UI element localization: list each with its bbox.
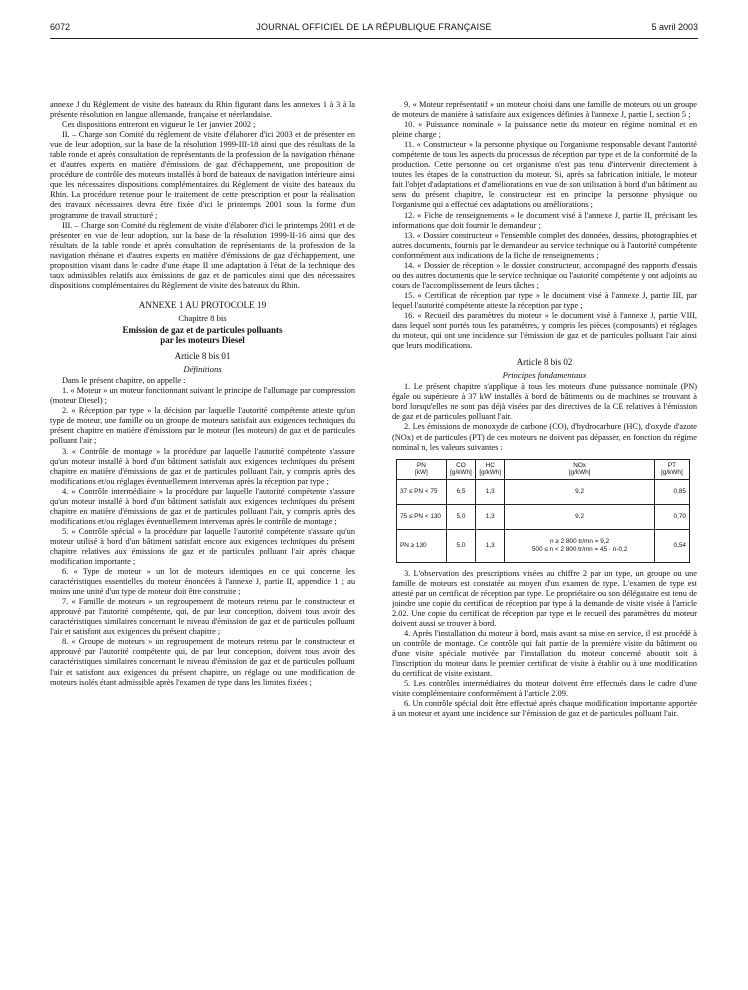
page-number: 6072 xyxy=(50,22,71,32)
definition-item: 1. « Moteur » un moteur fonctionnant suivant le principe de l'allumage par compression (moteur Diesel) ; xyxy=(50,386,355,406)
table-row xyxy=(397,504,690,529)
definition-item: 5. « Contrôle spécial » la procédure par laquelle l'autorité compétente s'assure qu'un moteur utilisé à bord d'un bâtiment satisfait encore aux exigences techniques du présent chapitre relatives aux émissions de gaz et de particules polluant l'air après chaque modification importante ; xyxy=(50,526,355,567)
chapter-heading: Chapitre 8 bis xyxy=(178,312,227,323)
table-cell: 0,54 xyxy=(654,529,689,562)
definition-item: 9. « Moteur représentatif » un moteur choisi dans une famille de moteurs ou un groupe de moteurs de manière à satisfaire aux exigences définies à l'annexe J, partie I, section 5 ; xyxy=(392,100,697,120)
annex-heading: ANNEXE 1 AU PROTOCOLE 19 xyxy=(138,299,267,310)
paragraph: annexe J du Règlement de visite des bateaux du Rhin figurant dans les annexes 1 à 3 à la présente résolution en langue allemande, française et néerlandaise. xyxy=(50,100,355,120)
paragraph: 6. Un contrôle spécial doit être effectué après chaque modification importante apportée à un moteur et ayant une incidence sur l'émission de gaz et de particules polluant l'air. xyxy=(392,699,697,719)
definition-item: 4. « Contrôle intermédiaire » la procédure par laquelle l'autorité compétente s'assure qu'un moteur installé à bord d'un bâtiment satisfait aux exigences techniques du présent chapitre en matière d'émissions de gaz et de particules polluant l'air, y compris après des modifications et/ou réglages éventuellement intervenus après le contrôle de montage ; xyxy=(50,486,355,526)
article-heading: Article 8 bis 01 xyxy=(174,351,231,362)
column-header: HC [g/kWh] xyxy=(476,459,505,479)
definition-item: 3. « Contrôle de montage » la procédure par laquelle l'autorité compétente s'assure qu'un moteur installé à bord d'un bâtiment satisfait aux exigences techniques du présent chapitre en matière d'émissions de gaz et de particules polluant l'air, y compris après des modifications et/ou réglages éventuellement intervenus après la réception par type ; xyxy=(50,446,355,486)
nox-formula: n ≥ 2 800 tr/mn = 9,2 xyxy=(550,538,610,546)
definition-item: 6. « Type de moteur » un lot de moteurs identiques en ce qui concerne les caractéristiques essentielles du moteur énoncées à l'annexe J, partie II, appendice 1 ; au moins une unité d'un type de moteur doit être construite ; xyxy=(50,567,355,597)
definition-item: 11. « Constructeur » la personne physique ou l'organisme responsable devant l'autorité compétente de tous les aspects du processus de réception par type et de la conformité de la production. Cette personne ou cet organisme n'est pas tenu d'intervenir directement à toutes les étapes de la construction du moteur. Si, après sa fabrication initiale, le moteur fait l'objet d'adaptations et d'améliorations en vue de son utilisation à bord d'un bâtiment au sens du présent chapitre, le constructeur est en principe la personne physique ou l'organisme qui a effectué ces adaptations ou améliorations ; xyxy=(392,140,697,210)
page-header xyxy=(50,22,698,36)
paragraph: 2. Les émissions de monoxyde de carbone (CO), d'hydrocarbure (HC), d'oxyde d'azote (NOx) et de particules (PT) de ces moteurs ne doivent pas dépasser, en fonction du régime nominal n, les valeurs suivantes : xyxy=(392,422,697,452)
publication-date: 5 avril 2003 xyxy=(651,22,698,32)
journal-title: JOURNAL OFFICIEL DE LA RÉPUBLIQUE FRANÇAISE xyxy=(256,22,492,32)
definition-item: 16. « Recueil des paramètres du moteur » le document visé à l'annexe J, partie VIII, dans lequel sont portés tous les paramètres, y compris les pièces (composants) et réglages du moteur, qui ont une incidence sur l'émission de gaz et de particules polluant l'air ainsi que leurs modifications. xyxy=(392,310,697,351)
paragraph: 4. Après l'installation du moteur à bord, mais avant sa mise en service, il est procédé à un contrôle de montage. Ce contrôle qui fait partie de la première visite du bâtiment ou d'une visite spéciale motivée par l'installation du moteur concerné aboutit soit à l'inscription du moteur dans le premier certificat de visite à établir ou à une modification du certificat de visite existant. xyxy=(392,628,697,679)
table-cell: 0,85 xyxy=(654,479,689,504)
right-column xyxy=(392,100,697,980)
definition-item: 15. « Certificat de réception par type » le document visé à l'annexe J, partie III, par lequel l'autorité compétente atteste la réception par type ; xyxy=(392,290,697,310)
table-cell: 5,0 xyxy=(446,504,475,529)
section-subtitle: Définitions xyxy=(183,364,222,375)
definition-item: 2. « Réception par type » la décision par laquelle l'autorité compétente atteste qu'un type de moteur, une famille ou un groupe de moteurs satisfait aux exigences techniques du présent chapitre en matière d'émissions par le moteur (les moteurs) de gaz et de particules polluant l'air ; xyxy=(50,406,355,446)
column-header: PT [g/kWh] xyxy=(654,459,689,479)
nox-formula: 500 ≤ n < 2 800 tr/mn = 45 · n-0,2 xyxy=(531,545,628,553)
table-cell: 1,3 xyxy=(476,479,505,504)
chapter-title: Emission de gaz et de particules polluants xyxy=(122,324,283,335)
table-cell xyxy=(505,529,654,562)
definition-item: 7. « Famille de moteurs » un regroupement de moteurs retenu par le constructeur et approuvé par l'autorité compétente, qui, de par leur conception, doivent tous avoir des caractéristiques similaires concernant le niveau d'émission de gaz et de particules polluant l'air et satisfont aux exigences du présent chapitre ; xyxy=(50,597,355,637)
table-cell: 9,2 xyxy=(505,479,654,504)
paragraph: 3. L'observation des prescriptions visées au chiffre 2 par un type, un groupe ou une famille de moteurs est constatée au moyen d'un examen de type. L'examen de type est attesté par un certificat de réception par type. Le propriétaire ou son délégataire est tenu de joindre une copie du certificat de réception par type à la demande de visite visée à l'article 2.02. Une copie du certificat de réception par type et le recueil des paramètres du moteur doivent aussi se trouver à bord. xyxy=(392,568,697,628)
emission-limits-table xyxy=(396,459,690,563)
paragraph: 1. Le présent chapitre s'applique à tous les moteurs d'une puissance nominale (PN) égale ou supérieure à 37 kW installés à bord de bâtiments ou de machines se trouvant à bord lorsqu'elles ne sont pas déjà visées par des directives de la CE relatives à l'émission de gaz et de particules polluant l'air. xyxy=(392,382,697,422)
definition-item: 14. « Dossier de réception » le dossier constructeur, accompagné des rapports d'essais ou des autres documents que le service technique ou l'autorité compétente y ont adjoints au cours de l'accomplissement de leurs tâches ; xyxy=(392,260,697,290)
table-cell: 37 ≤ PN < 75 xyxy=(397,479,447,504)
paragraph: Ces dispositions entreront en vigueur le 1er janvier 2002 ; xyxy=(62,120,256,130)
paragraph: III. – Charge son Comité du règlement de visite d'élaborer d'ici le printemps 2001 et de présenter en vue de leur adoption, sur la base de la résolution 1999-II-16 ainsi que des résultats de la table ronde et après consultation de représentants de la profession de la navigation rhénane et d'autres experts en matière d'émissions de gaz d'échappement, une proposition visant dans le cadre d'une étape II une adaptation à l'état de la technique des taux admissibles relatifs aux émissions de gaz et de particules ainsi que des nécessaires dispositions complémentaires du Règlement de visite des bateaux du Rhin. xyxy=(50,220,355,290)
definition-item: 10. « Puissance nominale » la puissance nette du moteur en régime nominal et en pleine charge ; xyxy=(392,120,697,140)
definition-item: 8. « Groupe de moteurs » un regroupement de moteurs retenu par le constructeur et approuvé par l'autorité compétente qui, de par leur conception, doivent tous avoir des caractéristiques similaires concernant le niveau d'émission de gaz et de particules polluant l'air et satisfont aux exigences du présent chapitre, un réglage ou une modification de moteurs isolés étant admissible après l'examen de type dans les limites fixées ; xyxy=(50,637,355,687)
column-header: CO [g/kWh] xyxy=(446,459,475,479)
section-subtitle: Principes fondamentaux xyxy=(502,370,587,381)
table-row xyxy=(397,479,690,504)
table-row xyxy=(397,529,690,562)
table-cell: 1,3 xyxy=(476,529,505,562)
left-column xyxy=(50,100,355,980)
table-cell: 1,3 xyxy=(476,504,505,529)
column-header: NOx [g/kWh] xyxy=(505,459,654,479)
table-cell: PN ≥ 130 xyxy=(397,529,447,562)
table-cell: 9,2 xyxy=(505,504,654,529)
table-cell: 75 ≤ PN < 130 xyxy=(397,504,447,529)
column-header: PN [kW] xyxy=(397,459,447,479)
header-rule xyxy=(50,38,698,39)
definition-item: Dans le présent chapitre, on appelle : xyxy=(62,376,186,386)
table-cell: 0,70 xyxy=(654,504,689,529)
definition-item: 13. « Dossier constructeur » l'ensemble complet des données, dessins, photographies et autres documents, fournis par le demandeur au service technique ou à l'autorité compétente conformément aux indications de la fiche de renseignements ; xyxy=(392,230,697,260)
paragraph: II. – Charge son Comité du règlement de visite d'élaborer d'ici 2003 et de présenter en vue de leur adoption, sur la base de la résolution 1999-III-18 ainsi que des résultats de la table ronde et après consultation de représentants de la profession de la navigation rhénane et d'autres experts en matière d'émissions de gaz d'échappement, une proposition de procédure de contrôle des moteurs installés à bord de bateaux de navigation intérieure ainsi que les nécessaires dispositions complémentaires du Règlement de visite des bateaux du Rhin. La procédure retenue pour le traitement de cette prescription et pour la réalisation des travaux nécessaires devra être fixée d'ici le printemps 2001 sous la forme d'un programme de travail structuré ; xyxy=(50,130,355,220)
table-header-row xyxy=(397,459,690,479)
paragraph: 5. Les contrôles intermédiaires du moteur doivent être effectués dans le cadre d'une visite complémentaire conformément à l'article 2.09. xyxy=(392,679,697,699)
table-cell: 6,5 xyxy=(446,479,475,504)
table-cell: 5,0 xyxy=(446,529,475,562)
article-heading: Article 8 bis 02 xyxy=(516,357,573,368)
chapter-title: par les moteurs Diesel xyxy=(160,335,245,346)
definition-item: 12. « Fiche de renseignements » le document visé à l'annexe J, partie II, précisant les informations que doit fournir le demandeur ; xyxy=(392,210,697,230)
